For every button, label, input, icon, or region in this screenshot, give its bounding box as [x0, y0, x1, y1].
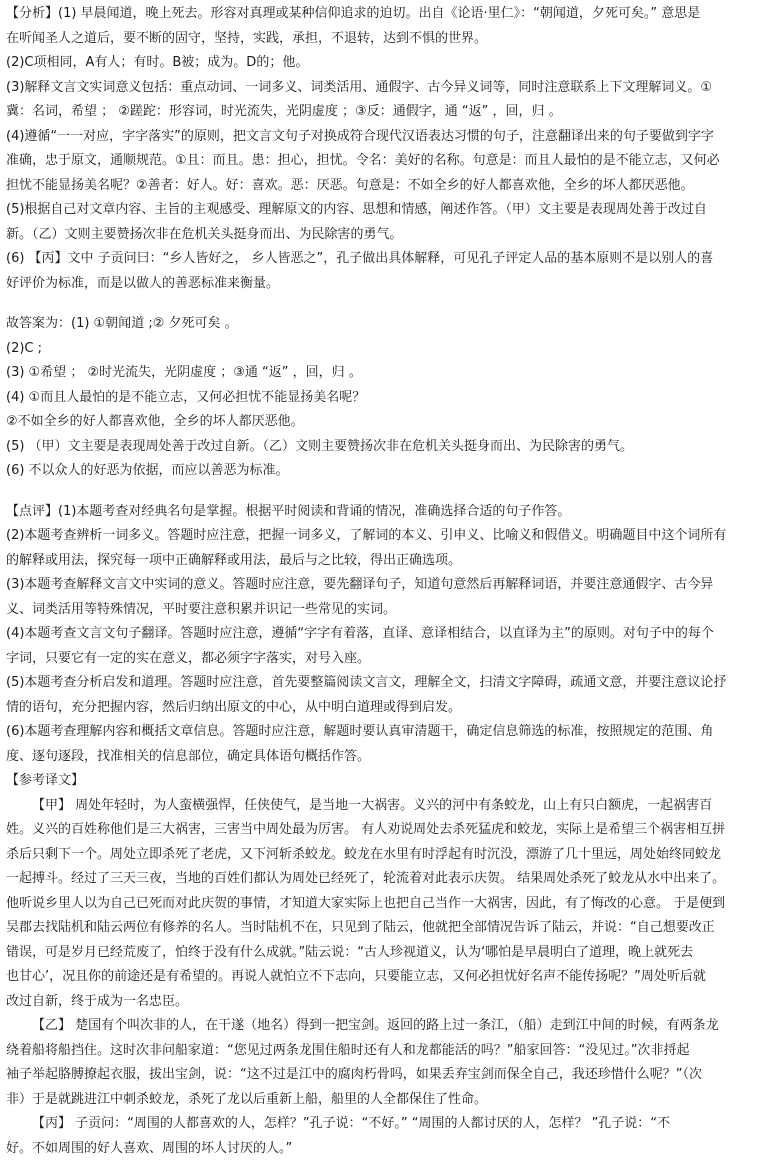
section-gap — [6, 484, 774, 500]
analysis-line: (5)根据自己对文章内容、主旨的主观感受、理解原文的内容、思想和情感，阐述作答。（甲）文主要是表现周处善于改过自 — [6, 198, 774, 223]
translation-bing-line: 好。不如周围的好人喜欢、周围的坏人讨厌的人。” — [6, 1137, 774, 1161]
translation-yi-line: 非）于是就跳进江中刺杀蛟龙，杀死了龙以后重新上船，船里的人全都保住了性命。 — [6, 1088, 774, 1113]
answer-line: (6) 不以众人的好恶为依据，而应以善恶为标准。 — [6, 459, 774, 484]
translation-jia-line: 也甘心’，况且你的前途还是有希望的。再说人就怕立不下志向，只要能立志，又何必担忧好名声不能传扬呢？”周处听后就 — [6, 965, 774, 990]
analysis-line: 在听闻圣人之道后，要不断的固守，坚持，实践，承担，不退转，达到不惧的世界。 — [6, 27, 774, 52]
comment-line: 义、词类活用等特殊情况，平时要注意积累并识记一些常见的实词。 — [6, 598, 774, 623]
comment-line: 的解释或用法，探究每一项中正确解释或用法，最后与之比较，得出正确选项。 — [6, 549, 774, 574]
comment-section — [6, 500, 774, 770]
analysis-line: (2)C项相同，A有人；有时。B被；成为。D的；他。 — [6, 51, 774, 76]
translation-yi-line: 绕着船将船挡住。这时次非问船家道：“您见过两条龙围住船时还有人和龙都能活的吗？”船家回答：“没见过。”次非捋起 — [6, 1039, 774, 1064]
comment-line: 情的语句，充分把握内容，然后归纳出原文的中心，从中明白道理或得到启发。 — [6, 696, 774, 721]
answer-line: 故答案为：(1) ①朝闻道 ;② 夕死可矣 。 — [6, 312, 774, 337]
answer-line: (4) ①而且人最怕的是不能立志，又何必担忧不能显扬美名呢？ — [6, 386, 774, 411]
comment-line: (5)本题考查分析启发和道理。答题时应注意，首先要整篇阅读文言文，理解全文，扫清文字障碍，疏通文意，并要注意议论抒 — [6, 671, 774, 696]
answer-line: (3) ①希望 ； ②时光流失，光阴虚度 ；③通 “返” ，回，归 。 — [6, 361, 774, 386]
answer-line: (2)C ; — [6, 337, 774, 362]
translation-jia-line: 一起搏斗。经过了三天三夜，当地的百姓们都认为周处已经死了，轮流着对此表示庆贺。 结果周处杀死了蛟龙从水中出来了。 — [6, 867, 774, 892]
translation-jia-line: 【甲】 周处年轻时，为人蛮横强悍，任侠使气，是当地一大祸害。义兴的河中有条蛟龙，山上有只白额虎，一起祸害百 — [6, 794, 774, 819]
translation-title: 【参考译文】 — [6, 769, 774, 794]
translation-yi-line: 【乙】 楚国有个叫次非的人，在干遂（地名）得到一把宝剑。返回的路上过一条江，（船）走到江中间的时候，有两条龙 — [6, 1014, 774, 1039]
answer-line: ②不如全乡的好人都喜欢他，全乡的坏人都厌恶他。 — [6, 410, 774, 435]
translation-bing-line: 【丙】 子贡问：“周围的人都喜欢的人，怎样？”孔子说：“不好。” “周围的人都讨厌的人，怎样？ ”孔子说：“不 — [6, 1112, 774, 1137]
analysis-line: 新。（乙）文则主要赞扬次非在危机关头挺身而出、为民除害的勇气。 — [6, 223, 774, 248]
comment-line: (3)本题考查解释文言文中实词的意义。答题时应注意，要先翻译句子，知道句意然后再解释词语，并要注意通假字、古今异 — [6, 573, 774, 598]
translation-section — [6, 769, 774, 1161]
answer-line: (5) （甲）文主要是表现周处善于改过自新。（乙）文则主要赞扬次非在危机关头挺身而出、为民除害的勇气。 — [6, 435, 774, 460]
translation-jia-line: 错误，可是岁月已经荒废了，怕终于没有什么成就。”陆云说：“古人珍视道义，认为‘哪怕是早晨明白了道理，晚上就死去 — [6, 941, 774, 966]
translation-jia-line: 吴郡去找陆机和陆云两位有修养的名人。当时陆机不在，只见到了陆云，他就把全部情况告诉了陆云，并说：“自己想要改正 — [6, 916, 774, 941]
translation-jia-line: 改过自新，终于成为一名忠臣。 — [6, 990, 774, 1015]
comment-line: (4)本题考查文言文句子翻译。答题时应注意，遵循“字字有着落，直译、意译相结合，以直译为主”的原则。对句子中的每个 — [6, 622, 774, 647]
translation-jia-line: 杀后只剩下一个。周处立即杀死了老虎，又下河斩杀蛟龙。蛟龙在水里有时浮起有时沉没，漂游了几十里远，周处始终同蛟龙 — [6, 843, 774, 868]
analysis-section — [6, 2, 774, 296]
analysis-line: (6) 【丙】文中 子贡问曰：“乡人皆好之， 乡人皆恶之”，孔子做出具体解释，可见孔子评定人品的基本原则不是以别人的喜 — [6, 247, 774, 272]
analysis-line: 担忧不能显扬美名呢？②善者：好人。好：喜欢。恶：厌恶。句意是：不如全乡的好人都喜欢他，全乡的坏人都厌恶他。 — [6, 174, 774, 199]
analysis-line: (3)解释文言文实词意义包括：重点动词、一词多义、词类活用、通假字、古今异义词等，同时注意联系上下文理解词义。① — [6, 76, 774, 101]
translation-yi-line: 袖子举起胳膊撩起衣服，拔出宝剑，说：“这不过是江中的腐肉朽骨吗，如果丢弃宝剑而保全自己，我还珍惜什么呢？”（次 — [6, 1063, 774, 1088]
analysis-line: 准确，忠于原文，通顺规范。①且：而且。患：担心，担忧。令名：美好的名称。句意是：而且人最怕的是不能立志，又何必 — [6, 149, 774, 174]
analysis-line: 好评价为标准，而是以做人的善恶标准来衡量。 — [6, 272, 774, 297]
translation-jia-line: 他听说乡里人以为自己已死而对此庆贺的事情，才知道大家实际上也把自己当作一大祸害，因此，有了悔改的心意。 于是便到 — [6, 892, 774, 917]
comment-line: 度、逐句逐段，找准相关的信息部位，确定具体语句概括作答。 — [6, 745, 774, 770]
comment-line: (6)本题考查理解内容和概括文章信息。答题时应注意，解题时要认真审清题干，确定信息筛选的标准，按照规定的范围、角 — [6, 720, 774, 745]
analysis-line: (4)遵循“一一对应，字字落实”的原则，把文言文句子对换成符合现代汉语表达习惯的句子，注意翻译出来的句子要做到字字 — [6, 125, 774, 150]
translation-jia-line: 姓。义兴的百姓称他们是三大祸害，三害当中周处最为厉害。 有人劝说周处去杀死猛虎和蛟龙，实际上是希望三个祸害相互拼 — [6, 818, 774, 843]
comment-line: 字词，只要它有一定的实在意义，都必须字字落实，对号入座。 — [6, 647, 774, 672]
comment-line: (2)本题考查辨析一词多义。答题时应注意，把握一词多义，了解词的本义、引申义、比喻义和假借义。明确题目中这个词所有 — [6, 524, 774, 549]
analysis-line: 冀：名词，希望 ； ②蹉跎：形容词，时光流失，光阴虚度 ；③反：通假字，通 “返” ，回，归 。 — [6, 100, 774, 125]
analysis-line: 【分析】(1) 早晨闻道，晚上死去。形容对真理或某种信仰追求的迫切。出自《论语·里仁》：“朝闻道，夕死可矣。” 意思是 — [6, 2, 774, 27]
comment-line: 【点评】(1)本题考查对经典名句是掌握。根据平时阅读和背诵的情况，准确选择合适的句子作答。 — [6, 500, 774, 525]
answers-section — [6, 312, 774, 484]
section-gap — [6, 296, 774, 312]
